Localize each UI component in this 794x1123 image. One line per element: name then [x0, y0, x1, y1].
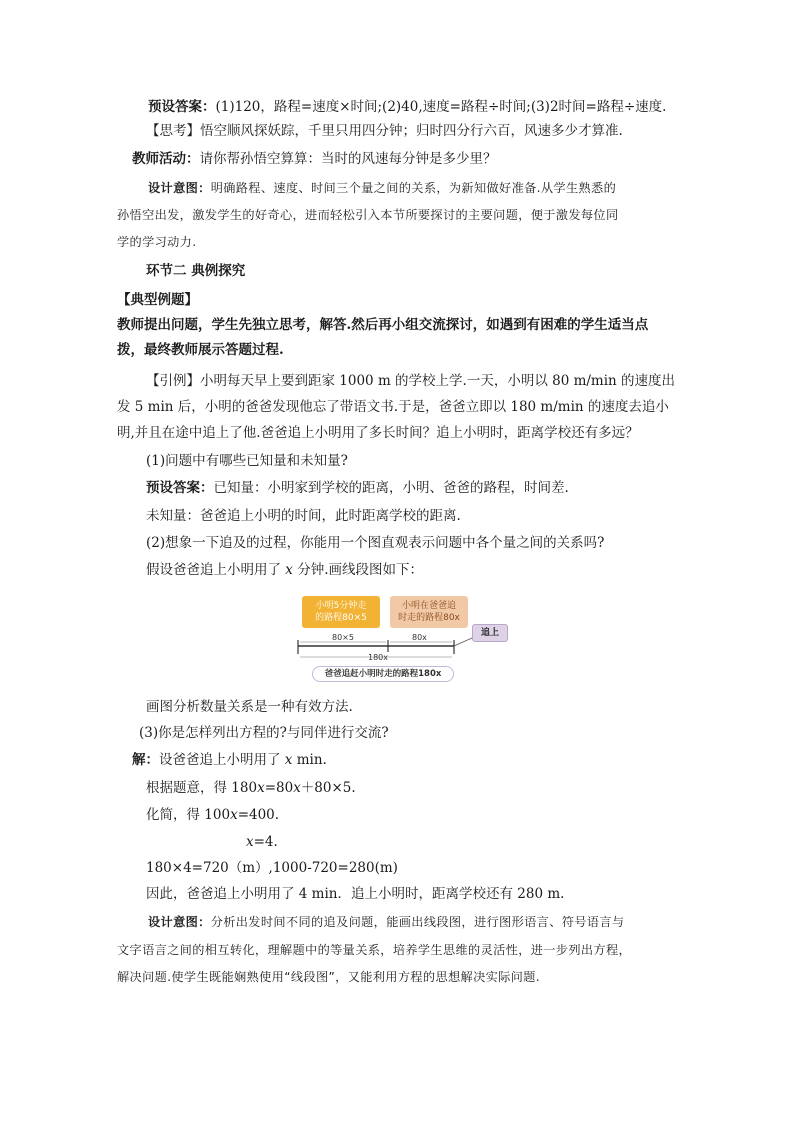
- answer-1-line2: 未知量：爸爸追上小明的时间，此时距离学校的距离.: [146, 508, 461, 524]
- question-3: (3)你是怎样列出方程的?与同伴进行交流?: [139, 725, 389, 741]
- design-intent-1-line1: [148, 178, 616, 198]
- text: =4.: [253, 834, 278, 850]
- label: 设计意图：: [148, 915, 211, 929]
- total-label: 180x: [368, 653, 389, 662]
- think-line: 【思考】悟空顺风探妖踪，千里只用四分钟；归时四分行六百，风速多少才算准.: [146, 123, 623, 139]
- text: 根据题意，得 180: [146, 780, 258, 796]
- label: 解：: [132, 752, 159, 768]
- conclusion-line: 因此，爸爸追上小明用了 4 min．追上小明时，距离学校还有 280 m.: [146, 886, 565, 902]
- catch-up-tag: 追上: [472, 624, 508, 642]
- text: =80: [264, 780, 294, 796]
- box-line: 的路程80×5: [315, 613, 367, 623]
- preset-answer-line: [148, 97, 666, 117]
- question-1: (1)问题中有哪些已知量和未知量?: [146, 453, 348, 469]
- solution-line: [132, 750, 327, 770]
- teacher-guide-line2: 拨，最终教师展示答题过程.: [117, 342, 284, 358]
- label: 教师活动：: [132, 151, 200, 167]
- analysis-note: 画图分析数量关系是一种有效方法.: [146, 699, 353, 715]
- box-line: 小明在爸爸追: [401, 601, 456, 611]
- text: ＋80×5.: [300, 780, 356, 796]
- var-x: x: [257, 780, 265, 796]
- seg2-label: 80x: [412, 633, 427, 642]
- text: 化简，得 100: [146, 807, 231, 823]
- var-x: x: [246, 834, 254, 850]
- label: 预设答案：: [148, 99, 216, 115]
- var-x: x: [285, 562, 293, 578]
- answer-1-line1: [146, 478, 569, 498]
- tag-pointer: [454, 638, 472, 646]
- section-subheading: 【典型例题】: [117, 292, 198, 308]
- label: 设计意图：: [148, 181, 211, 195]
- var-x: x: [284, 752, 293, 768]
- text: 分析出发时间不同的追及问题，能画出线段图，进行图形语言、符号语言与: [210, 915, 625, 929]
- text: 请你帮孙悟空算算：当时的风速每分钟是多少里？: [199, 151, 497, 167]
- example-line2: 发 5 min 后，小明的爸爸发现他忘了带语文书.于是，爸爸立即以 180 m/min 的速度去追小: [117, 399, 669, 415]
- question-2: (2)想象一下追及的过程，你能用一个图直观表示问题中各个量之间的关系吗?: [146, 535, 605, 551]
- text: 已知量：小明家到学校的距离，小明、爸爸的路程，时间差.: [213, 480, 569, 496]
- teacher-guide-line1: 教师提出问题，学生先独立思考，解答.然后再小组交流探讨，如遇到有困难的学生适当点: [117, 317, 649, 333]
- text: =400.: [237, 807, 280, 823]
- equation-1: [146, 778, 356, 798]
- var-x: x: [230, 807, 238, 823]
- assume-line: [146, 560, 423, 580]
- example-line3: 明,并且在途中追上了他.爸爸追上小明用了多长时间？追上小明时，距离学校还有多远？: [117, 425, 639, 441]
- equation-3: [246, 832, 278, 852]
- line-segment-diagram: [292, 590, 512, 686]
- var-x: x: [293, 780, 301, 796]
- box-line: 时走的路程80x: [398, 613, 460, 623]
- text: 分钟.画线段图如下：: [292, 562, 424, 578]
- dad-distance-pill: 爸爸追赶小明时走的路程180x: [312, 666, 454, 682]
- design-intent-1-line2: 孙悟空出发，激发学生的好奇心，进而轻松引入本节所要探讨的主要问题，便于激发每位同: [117, 208, 619, 222]
- label: 预设答案：: [146, 480, 214, 496]
- design-intent-1-line3: 学的学习动力.: [117, 235, 197, 249]
- calculation-line: 180×4=720（m）,1000-720=280(m): [146, 860, 398, 876]
- equation-2: [146, 805, 279, 825]
- teacher-activity-line: [132, 149, 497, 169]
- example-line1: 【引例】小明每天早上要到距家 1000 m 的学校上学.一天，小明以 80 m/min 的速度出: [146, 373, 676, 389]
- text: 设爸爸追上小明用了: [159, 752, 285, 768]
- text: 明确路程、速度、时间三个量之间的关系，为新知做好准备.从学生熟悉的: [210, 181, 617, 195]
- text: min.: [292, 752, 327, 768]
- text: (1)120，路程=速度×时间;(2)40,速度=路程÷时间;(3)2时间=路程÷速度.: [215, 99, 667, 115]
- section-heading: 环节二 典例探究: [146, 263, 246, 279]
- box-line: 小明5分钟走: [315, 601, 367, 611]
- design-intent-2-line3: 解决问题.使学生既能娴熟使用“线段图”，又能利用方程的思想解决实际问题.: [117, 970, 540, 984]
- design-intent-2-line1: [148, 912, 624, 932]
- text: 假设爸爸追上小明用了: [146, 562, 286, 578]
- seg1-label: 80×5: [332, 633, 354, 642]
- design-intent-2-line2: 文字语言之间的相互转化，理解题中的等量关系，培养学生思维的灵活性，进一步列出方程，: [117, 943, 632, 957]
